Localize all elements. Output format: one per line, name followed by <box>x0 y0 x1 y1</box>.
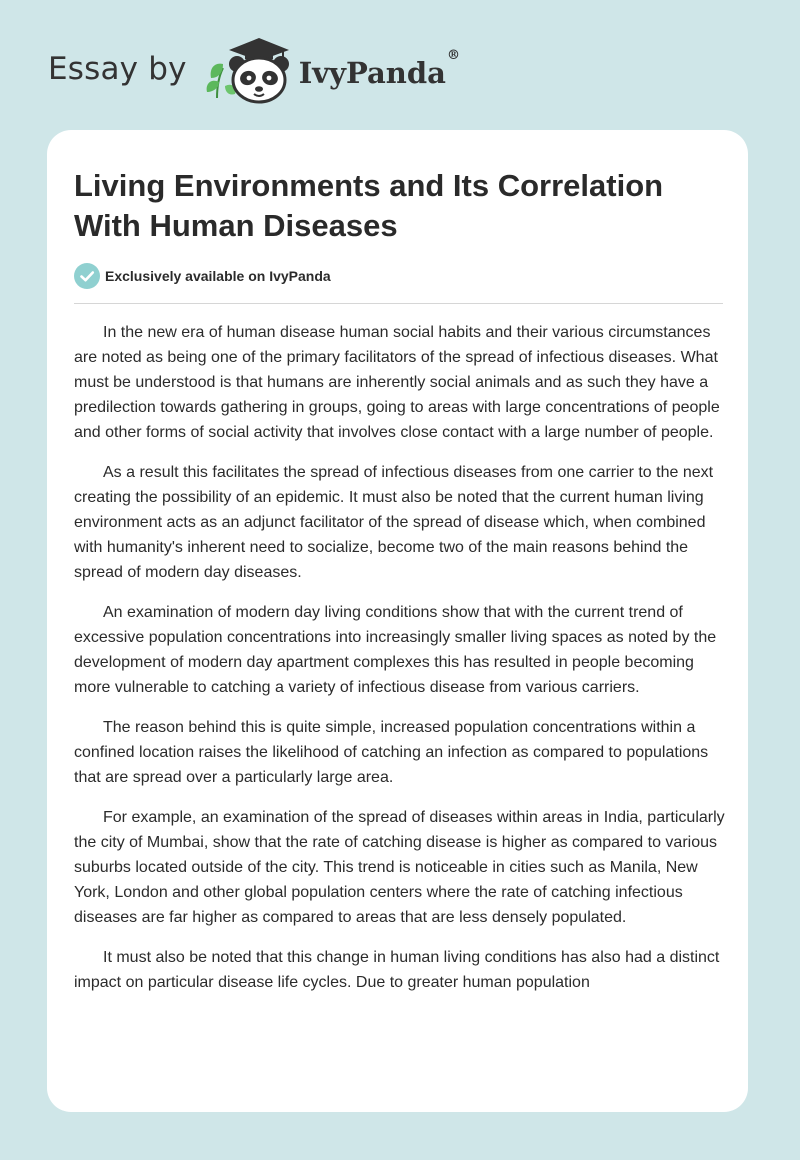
brand-name: IvyPanda® <box>298 48 460 90</box>
registered-mark: ® <box>446 48 460 63</box>
paragraph: An examination of modern day living conditions show that with the current trend of excessive population concentrations into increasingly smaller living spaces as noted by the development of modern day apartment complexes this has resulted in people becoming more vulnerable to catching a variety of infectious disease from various carriers. <box>74 604 717 696</box>
exclusive-badge <box>74 263 331 289</box>
paragraph: It must also be noted that this change in human living conditions has also had a distinct impact on particular disease life cycles. Due to greater human population <box>74 949 720 991</box>
site-logo[interactable] <box>48 34 460 106</box>
exclusive-badge-label: Exclusively available on IvyPanda <box>105 268 331 284</box>
essay-card <box>47 130 748 1112</box>
paragraph: The reason behind this is quite simple, increased population concentrations within a confined location raises the likelihood of catching an infection as compared to populations that are spread over a particularly large area. <box>74 719 709 786</box>
paragraph: For example, an examination of the spread of diseases within areas in India, particularly the city of Mumbai, show that the rate of catching disease is higher as compared to various suburbs located outside of the city. This trend is noticeable in cities such as Manila, New York, London and other global population centers where the rate of catching infectious diseases are far higher as compared to areas that are less densely populated. <box>74 809 725 926</box>
essay-by-label: Essay by <box>48 51 187 87</box>
check-circle-icon <box>74 263 100 289</box>
paragraph: In the new era of human disease human social habits and their various circumstances are noted as being one of the primary facilitators of the spread of infectious diseases. What must be understood is that humans are inherently social animals and as such they have a predilection towards gathering in groups, going to areas with large concentrations of people and other forms of social activity that involves close contact with a large number of people. <box>74 324 720 441</box>
paragraph: As a result this facilitates the spread of infectious diseases from one carrier to the next creating the possibility of an epidemic. It must also be noted that the current human living environment acts as an adjunct facilitator of the spread of disease which, when combined with humanity's inherent need to socialize, become two of the main reasons behind the spread of modern day diseases. <box>74 464 714 581</box>
page-title: Living Environments and Its Correlation With Human Diseases <box>74 168 664 243</box>
divider <box>74 303 723 304</box>
essay-body <box>74 320 726 1010</box>
panda-graduate-icon <box>203 34 295 106</box>
